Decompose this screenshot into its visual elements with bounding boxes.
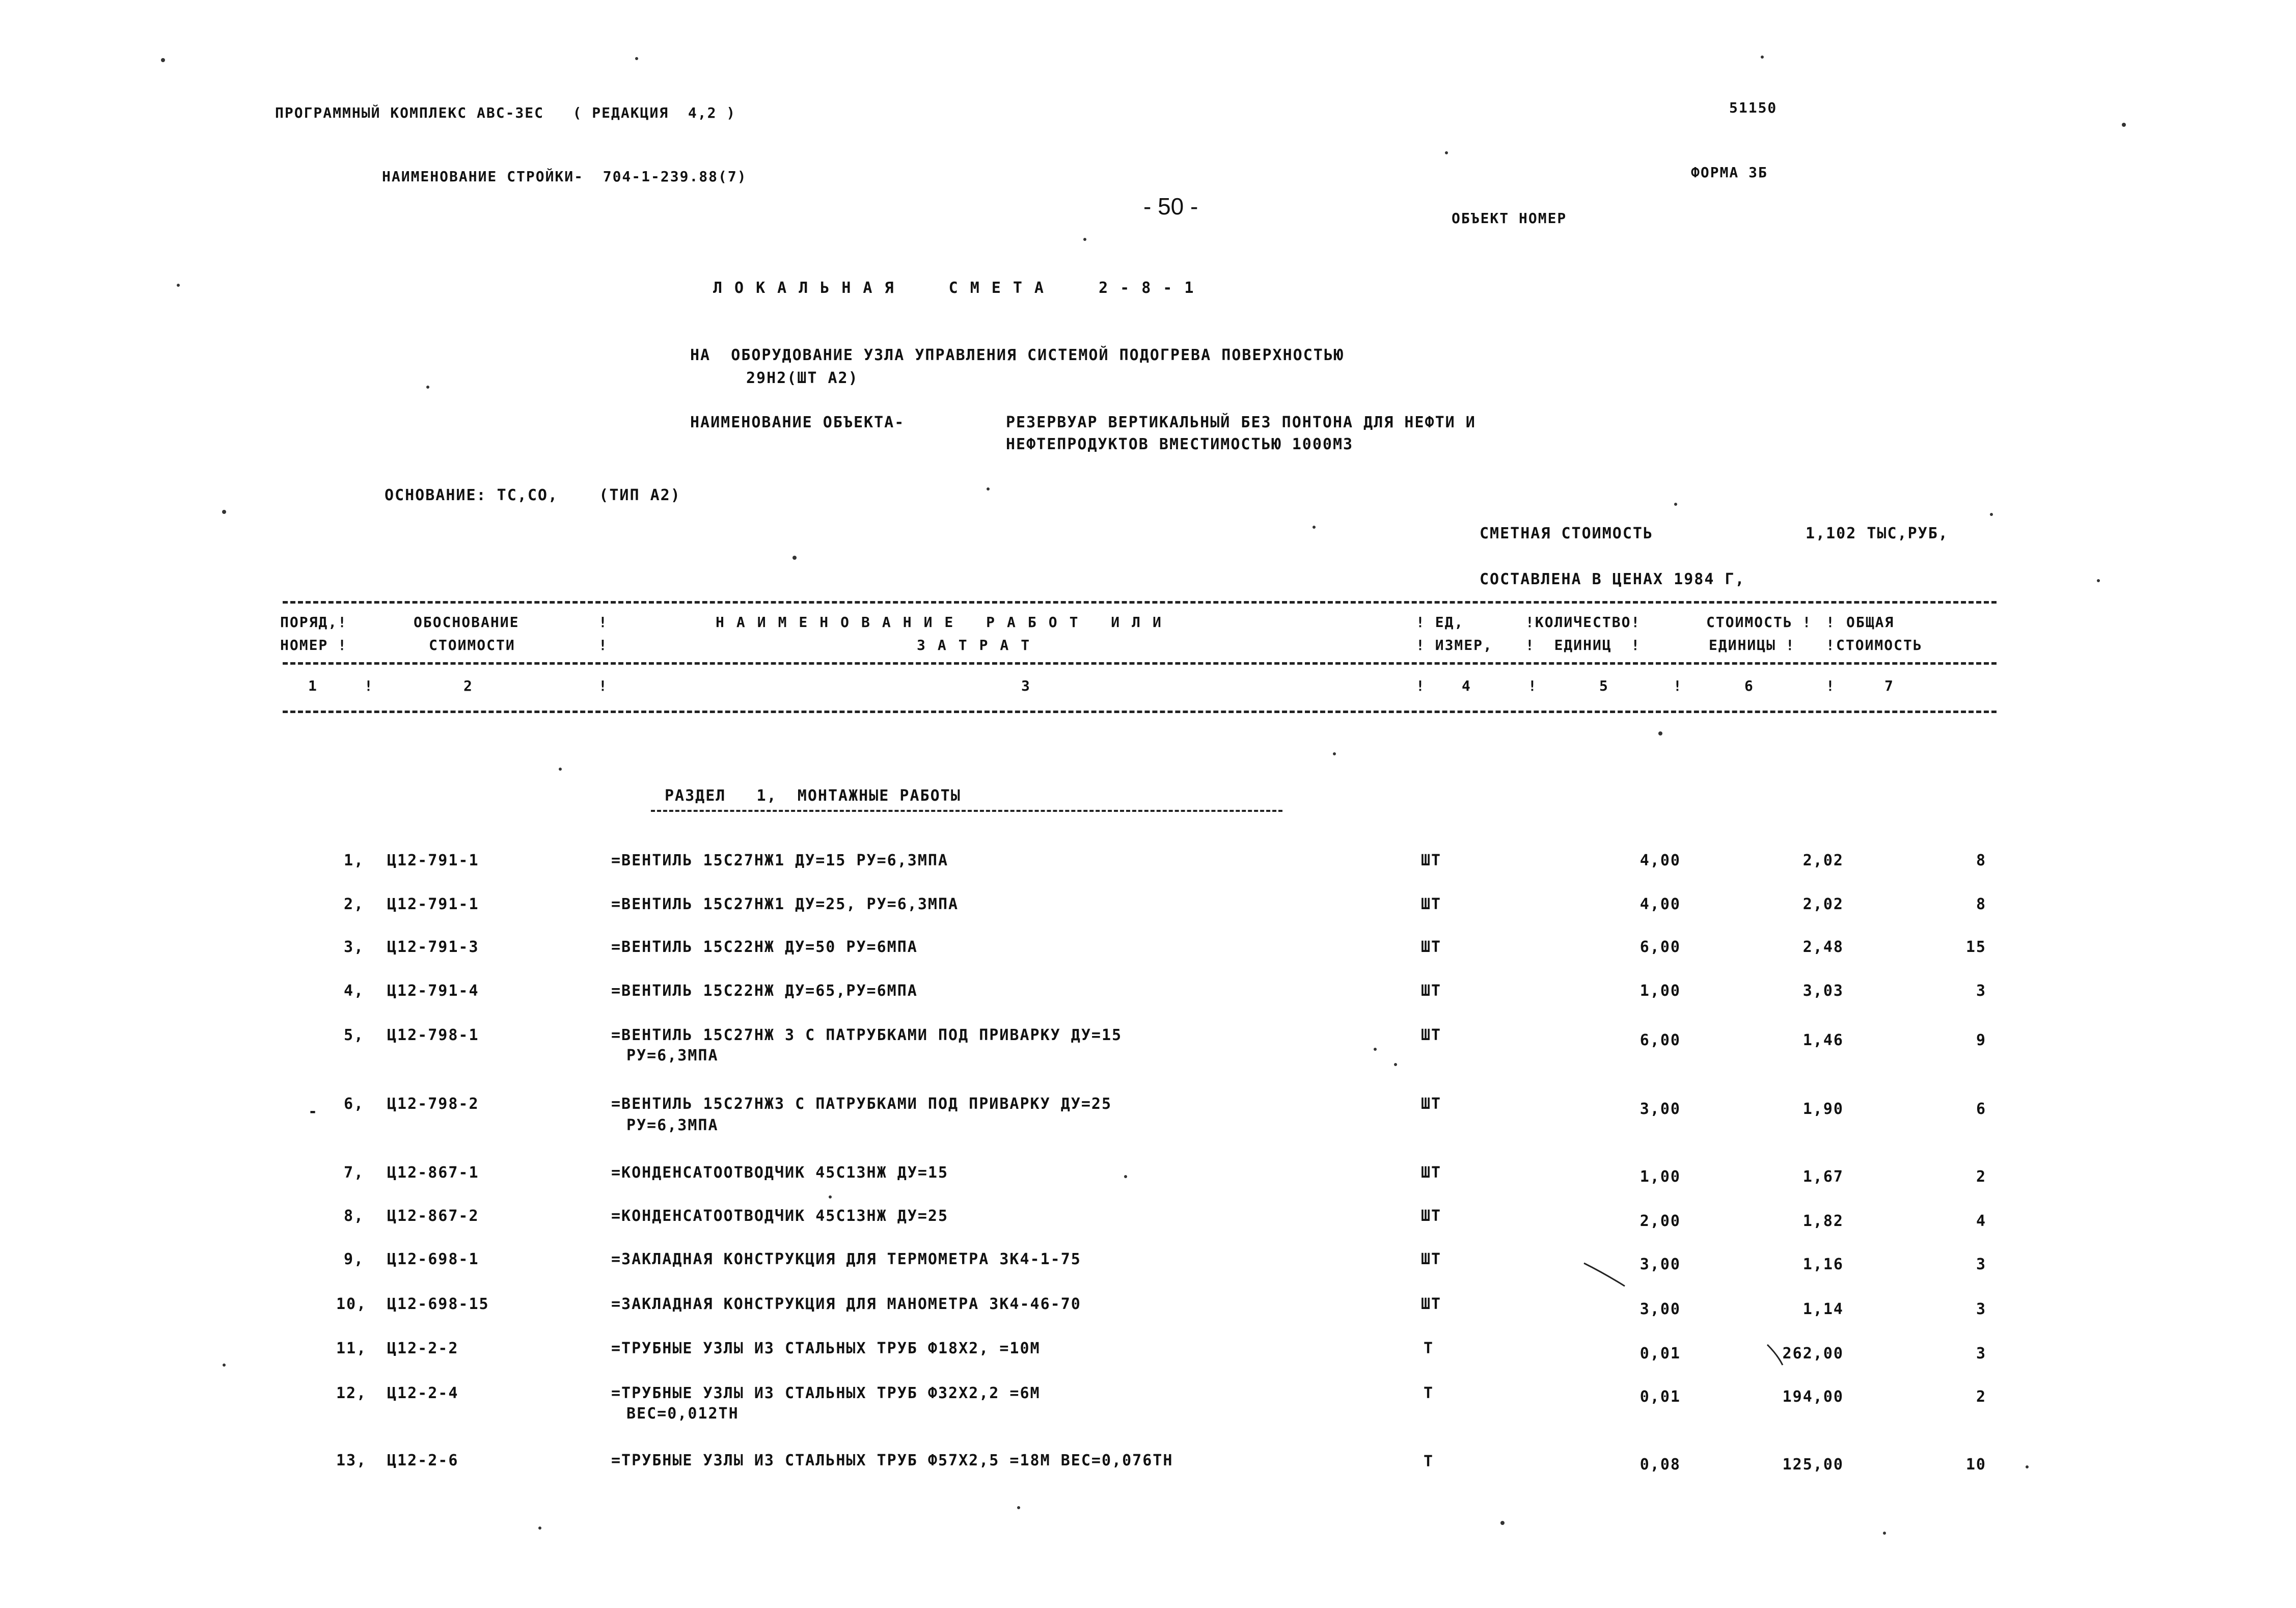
header-total-line-1: ОБЩАЯ xyxy=(1846,614,1895,631)
row-quantity: 6,00 xyxy=(1639,938,1681,956)
row-unit: ШТ xyxy=(1421,1164,1442,1182)
row-quantity: 1,00 xyxy=(1639,1168,1681,1186)
row-unit: ШТ xyxy=(1421,982,1442,1000)
header-total-line-2: СТОИМОСТЬ xyxy=(1836,637,1923,653)
col-number-7: 7 xyxy=(1884,677,1894,694)
row-code: Ц12-867-2 xyxy=(387,1207,479,1225)
row-unit-price: 2,02 xyxy=(1802,852,1844,869)
row-quantity: 4,00 xyxy=(1639,852,1681,869)
header-unit-line-1: ! ЕД, xyxy=(1416,614,1464,631)
row-quantity: 1,00 xyxy=(1639,982,1681,1000)
row-unit-price: 1,14 xyxy=(1802,1300,1844,1318)
header-qty-line-2: ! ЕДИНИЦ ! xyxy=(1525,637,1641,653)
header-basis-line-1: ОБОСНОВАНИЕ xyxy=(414,614,520,631)
row-order: 11, xyxy=(336,1340,367,1357)
basis: ОСНОВАНИЕ: ТС,СО, (ТИП А2) xyxy=(385,486,681,504)
row-unit: ШТ xyxy=(1421,895,1442,913)
header-price-line-1: СТОИМОСТЬ ! xyxy=(1706,614,1812,631)
row-name: =КОНДЕНСАТООТВОДЧИК 45С13НЖ ДУ=15 xyxy=(611,1164,949,1182)
row-name: =ВЕНТИЛЬ 15С22НЖ ДУ=65,РУ=6МПА xyxy=(611,982,918,1000)
row-unit-price: 1,82 xyxy=(1802,1212,1844,1230)
row-unit-price: 3,03 xyxy=(1802,982,1844,1000)
object-line-1: РЕЗЕРВУАР ВЕРТИКАЛЬНЫЙ БЕЗ ПОНТОНА ДЛЯ НЕФТИ И xyxy=(1006,414,1476,431)
row-total: 10 xyxy=(1965,1456,1986,1474)
estimate-cost-value: 1,102 ТЫС,РУБ, xyxy=(1806,525,1949,542)
row-name-continued: РУ=6,3МПА xyxy=(626,1116,719,1134)
col-number-5: 5 xyxy=(1599,677,1609,694)
row-name: =ТРУБНЫЕ УЗЛЫ ИЗ СТАЛЬНЫХ ТРУБ Ф18Х2, =10М xyxy=(611,1340,1041,1357)
col-number-2: 2 xyxy=(463,677,473,694)
row-unit: ШТ xyxy=(1421,1095,1442,1113)
row-code: Ц12-791-1 xyxy=(387,852,479,869)
row-order: 6, xyxy=(344,1095,365,1113)
row-order: 13, xyxy=(336,1452,367,1469)
row-order: 3, xyxy=(344,938,365,956)
row-quantity: 0,01 xyxy=(1639,1345,1681,1362)
row-total: 4 xyxy=(1976,1212,1986,1230)
row-order: 4, xyxy=(344,982,365,1000)
row-name: =КОНДЕНСАТООТВОДЧИК 45С13НЖ ДУ=25 xyxy=(611,1207,949,1225)
form-label: ФОРМА 3Б xyxy=(1691,164,1768,181)
row-unit: Т xyxy=(1424,1340,1434,1357)
object-line-2: НЕФТЕПРОДУКТОВ ВМЕСТИМОСТЬЮ 1000М3 xyxy=(1006,435,1354,453)
row-order: 10, xyxy=(336,1295,367,1313)
header-order-line-2: НОМЕР ! xyxy=(280,637,348,653)
row-code: Ц12-798-2 xyxy=(387,1095,479,1113)
row-unit: ШТ xyxy=(1421,1250,1442,1268)
row-quantity: 3,00 xyxy=(1639,1300,1681,1318)
row-unit: ШТ xyxy=(1421,938,1442,956)
row-code: Ц12-798-1 xyxy=(387,1026,479,1044)
row-unit: ШТ xyxy=(1421,1026,1442,1044)
row-code: Ц12-698-1 xyxy=(387,1250,479,1268)
row-total: 3 xyxy=(1976,1345,1986,1362)
row-quantity: 3,00 xyxy=(1639,1100,1681,1118)
row-total: 9 xyxy=(1976,1031,1986,1049)
row-code: Ц12-2-4 xyxy=(387,1384,459,1402)
header-basis-line-2: СТОИМОСТИ xyxy=(429,637,515,653)
estimate-cost-label: СМЕТНАЯ СТОИМОСТЬ xyxy=(1480,525,1654,542)
row-unit-price: 262,00 xyxy=(1782,1345,1844,1362)
row-order: 1, xyxy=(344,852,365,869)
row-order: 8, xyxy=(344,1207,365,1225)
row-code: Ц12-791-3 xyxy=(387,938,479,956)
row-unit-price: 1,90 xyxy=(1802,1100,1844,1118)
row-code: Ц12-698-15 xyxy=(387,1295,489,1313)
row-quantity: 0,01 xyxy=(1639,1388,1681,1406)
row-name: =ВЕНТИЛЬ 15С22НЖ ДУ=50 РУ=6МПА xyxy=(611,938,918,956)
row-name: =ВЕНТИЛЬ 15С27НЖ 3 С ПАТРУБКАМИ ПОД ПРИВАРКУ ДУ=15 xyxy=(611,1026,1123,1044)
construction-name: НАИМЕНОВАНИЕ СТРОЙКИ- 704-1-239.88(7) xyxy=(382,168,747,185)
row-code: Ц12-867-1 xyxy=(387,1164,479,1182)
col-number-1: 1 xyxy=(308,677,318,694)
row-code: Ц12-2-2 xyxy=(387,1340,459,1357)
object-number-label: ОБЪЕКТ НОМЕР xyxy=(1452,210,1567,227)
row-total: 3 xyxy=(1976,1300,1986,1318)
row-total: 8 xyxy=(1976,895,1986,913)
document-number: 51150 xyxy=(1729,99,1778,116)
row-quantity: 3,00 xyxy=(1639,1256,1681,1273)
row-name: =ВЕНТИЛЬ 15С27НЖ3 С ПАТРУБКАМИ ПОД ПРИВАРКУ ДУ=25 xyxy=(611,1095,1112,1113)
row-quantity: 0,08 xyxy=(1639,1456,1681,1474)
row-order: 9, xyxy=(344,1250,365,1268)
row-unit: ШТ xyxy=(1421,1295,1442,1313)
row-name-continued: ВЕС=0,012ТН xyxy=(626,1405,739,1423)
row-unit: Т xyxy=(1424,1453,1434,1470)
row-order: 12, xyxy=(336,1384,367,1402)
row-name-continued: РУ=6,3МПА xyxy=(626,1047,719,1065)
row-total: 8 xyxy=(1976,852,1986,869)
purpose-line-1: НА ОБОРУДОВАНИЕ УЗЛА УПРАВЛЕНИЯ СИСТЕМОЙ ПОДОГРЕВА ПОВЕРХНОСТЬЮ xyxy=(690,346,1344,364)
row-total: 2 xyxy=(1976,1168,1986,1186)
row-unit: ШТ xyxy=(1421,1207,1442,1225)
header-price-line-2: ЕДИНИЦЫ ! xyxy=(1709,637,1795,653)
header-name-line-1: НАИМЕНОВАНИЕ РАБОТ ИЛИ xyxy=(716,614,1173,631)
page-number: - 50 - xyxy=(1143,193,1198,220)
row-unit-price: 125,00 xyxy=(1782,1456,1844,1474)
header-qty-line-1: !КОЛИЧЕСТВО! xyxy=(1525,614,1641,631)
row-name: =ЗАКЛАДНАЯ КОНСТРУКЦИЯ ДЛЯ МАНОМЕТРА ЗК4-46-70 xyxy=(611,1295,1081,1313)
row-total: 3 xyxy=(1976,982,1986,1000)
row-order: 5, xyxy=(344,1026,365,1044)
row-unit: ШТ xyxy=(1421,852,1442,869)
row-total: 15 xyxy=(1965,938,1986,956)
row-name: =ТРУБНЫЕ УЗЛЫ ИЗ СТАЛЬНЫХ ТРУБ Ф32Х2,2 =6М xyxy=(611,1384,1041,1402)
row-name: =ВЕНТИЛЬ 15С27НЖ1 ДУ=25, РУ=6,3МПА xyxy=(611,895,959,913)
purpose-line-2: 29Н2(ШТ А2) xyxy=(746,369,859,387)
row-total: 2 xyxy=(1976,1388,1986,1406)
row-order: 2, xyxy=(344,895,365,913)
row-name: =ВЕНТИЛЬ 15С27НЖ1 ДУ=15 РУ=6,3МПА xyxy=(611,852,949,869)
object-label: НАИМЕНОВАНИЕ ОБЪЕКТА- xyxy=(690,414,905,431)
row-unit-price: 2,02 xyxy=(1802,895,1844,913)
price-basis: СОСТАВЛЕНА В ЦЕНАХ 1984 Г, xyxy=(1480,570,1745,588)
section-title: РАЗДЕЛ 1, МОНТАЖНЫЕ РАБОТЫ xyxy=(665,787,961,805)
program-name: ПРОГРАММНЫЙ КОМПЛЕКС АВС-3ЕС ( РЕДАКЦИЯ 4,2 ) xyxy=(275,104,736,121)
row-quantity: 4,00 xyxy=(1639,895,1681,913)
row-quantity: 6,00 xyxy=(1639,1031,1681,1049)
row-name: =ЗАКЛАДНАЯ КОНСТРУКЦИЯ ДЛЯ ТЕРМОМЕТРА ЗК4-1-75 xyxy=(611,1250,1081,1268)
col-number-6: 6 xyxy=(1744,677,1754,694)
row-unit-price: 2,48 xyxy=(1802,938,1844,956)
row-unit-price: 1,16 xyxy=(1802,1256,1844,1273)
row-unit: Т xyxy=(1424,1384,1434,1402)
row-total: 3 xyxy=(1976,1256,1986,1273)
row-code: Ц12-2-6 xyxy=(387,1452,459,1469)
row-name: =ТРУБНЫЕ УЗЛЫ ИЗ СТАЛЬНЫХ ТРУБ Ф57Х2,5 =18М ВЕС=0,076ТН xyxy=(611,1452,1173,1469)
row-code: Ц12-791-1 xyxy=(387,895,479,913)
document-title: ЛОКАЛЬНАЯ СМЕТА 2-8-1 xyxy=(713,279,1206,297)
row-total: 6 xyxy=(1976,1100,1986,1118)
row-unit-price: 1,67 xyxy=(1802,1168,1844,1186)
header-name-line-2: ЗАТРАТ xyxy=(917,637,1042,653)
col-number-3: 3 xyxy=(1021,677,1031,694)
row-unit-price: 194,00 xyxy=(1782,1388,1844,1406)
header-order-line-1: ПОРЯД,! xyxy=(280,614,348,631)
row-order: 7, xyxy=(344,1164,365,1182)
col-number-4: 4 xyxy=(1462,677,1471,694)
row-quantity: 2,00 xyxy=(1639,1212,1681,1230)
row-unit-price: 1,46 xyxy=(1802,1031,1844,1049)
row-code: Ц12-791-4 xyxy=(387,982,479,1000)
header-unit-line-2: ! ИЗМЕР, xyxy=(1416,637,1493,653)
